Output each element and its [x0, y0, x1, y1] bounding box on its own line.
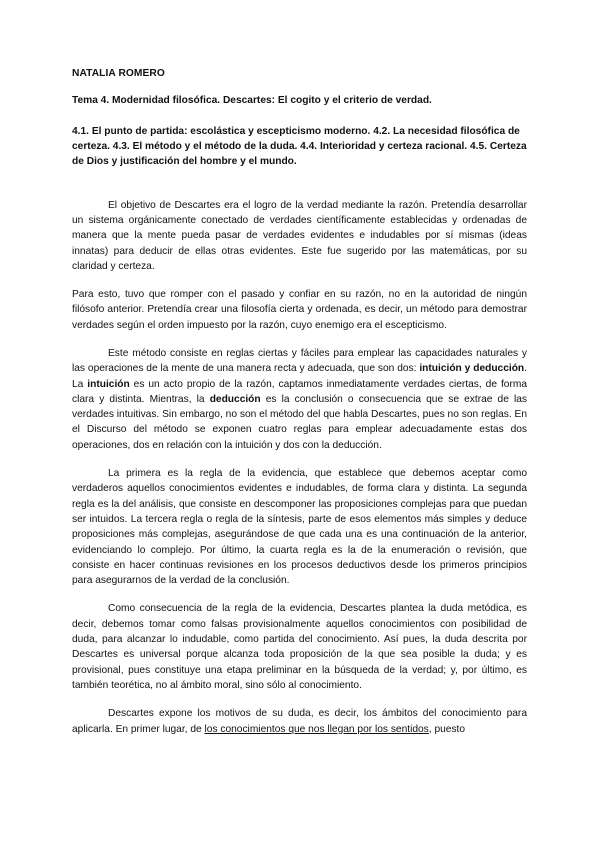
underlined-phrase: los conocimientos que nos llegan por los sentidos: [204, 723, 429, 735]
paragraph-3-text: . La: [72, 363, 528, 390]
paragraph-3-text: es un acto propio de la razón, captamos inmediatamente verdades ciertas, de forma clara y distinta. Mientras, la: [72, 378, 527, 405]
document-title: Tema 4. Modernidad filosófica. Descartes: El cogito y el criterio de verdad.: [72, 95, 432, 106]
paragraph-1: El objetivo de Descartes era el logro de la verdad mediante la razón. Pretendía desarrollar un sistema orgánicamente conectado de verdades científicamente establecidas y ordenadas de manera que la mente pueda pasar de verdades evidentes e indudables por sí mismas (ideas innatas) para deducir de ellas otras evidentes. Este fue sugerido por las matemáticas, por su claridad y certeza.: [72, 199, 527, 272]
paragraph-2: Para esto, tuvo que romper con el pasado y confiar en su razón, no en la autoridad de ningún filósofo anterior. Pretendía crear una filosofía cierta y ordenada, es decir, un método para demostrar verdades según el orden impuesto por la razón, cuyo enemigo era el escepticismo.: [72, 289, 527, 331]
author-name: NATALIA ROMERO: [72, 68, 165, 79]
paragraph-6-text: Descartes expone los motivos de su duda, es decir, los ámbitos del conocimiento para aplicarla. En primer lugar, de: [72, 708, 527, 735]
bold-term-intuicion: intuición: [87, 378, 130, 390]
section-list: 4.1. El punto de partida: escolástica y escepticismo moderno. 4.2. La necesidad filosófica de certeza. 4.3. El método y el método de la duda. 4.4. Interioridad y certeza racional. 4.5. Certeza de Dios y justificación del hombre y el mundo.: [72, 126, 527, 168]
paragraph-3-text: es la conclusión o consecuencia que se extrae de las verdades intuitivas. Sin embargo, no son el método del que habla Descartes, pues no son reglas. En el Discurso del método se exponen cuatro reglas para emplear adecuadamente estas dos operaciones, dos en relación con la intuición y dos con la deducción.: [72, 393, 527, 451]
bold-term-deduccion: deducción: [209, 393, 261, 405]
paragraph-3: [72, 346, 527, 453]
paragraph-3-text: Este método consiste en reglas ciertas y fáciles para emplear las capacidades naturales y las operaciones de la mente de una manera recta y adecuada, que son dos:: [72, 347, 527, 375]
paragraph-4: La primera es la regla de la evidencia, que establece que debemos aceptar como verdaderos aquellos conocimientos evidentes e indudables, de forma clara y distinta. La segunda regla es la del análisis, que consiste en descomponer las proposiciones complejas para que puedan ser intuidos. La tercera regla o regla de la síntesis, parte de esos elementos más simples y deduce proposiciones más complejas, asegurándose de que cada una es una continuación de la anterior, evidenciando lo complejo. Por último, la cuarta regla es la de la enumeración o revisión, que consiste en hacer continuas revisiones en los procesos deductivos desde los primeros principios para asegurarnos de la verdad de la conclusión.: [72, 468, 527, 587]
paragraph-5: Como consecuencia de la regla de la evidencia, Descartes plantea la duda metódica, es decir, debemos tomar como falsas provisionalmente aquellos conocimientos con posibilidad de duda, para alcanzar lo indudable, como partida del conocimiento. Así pues, la duda descrita por Descartes es universal porque alcanza toda proposición de la que sea posible la duda; y es provisional, pues constituye una etapa preliminar en la búsqueda de la verdad; y, por último, es también teorética, no al ámbito moral, sino sólo al conocimiento.: [72, 603, 527, 691]
document-page: [72, 68, 527, 750]
paragraph-6: [72, 706, 527, 737]
bold-term-intuicion-deduccion: intuición y deducción: [419, 363, 525, 375]
paragraph-6-text: , puesto: [428, 723, 466, 735]
